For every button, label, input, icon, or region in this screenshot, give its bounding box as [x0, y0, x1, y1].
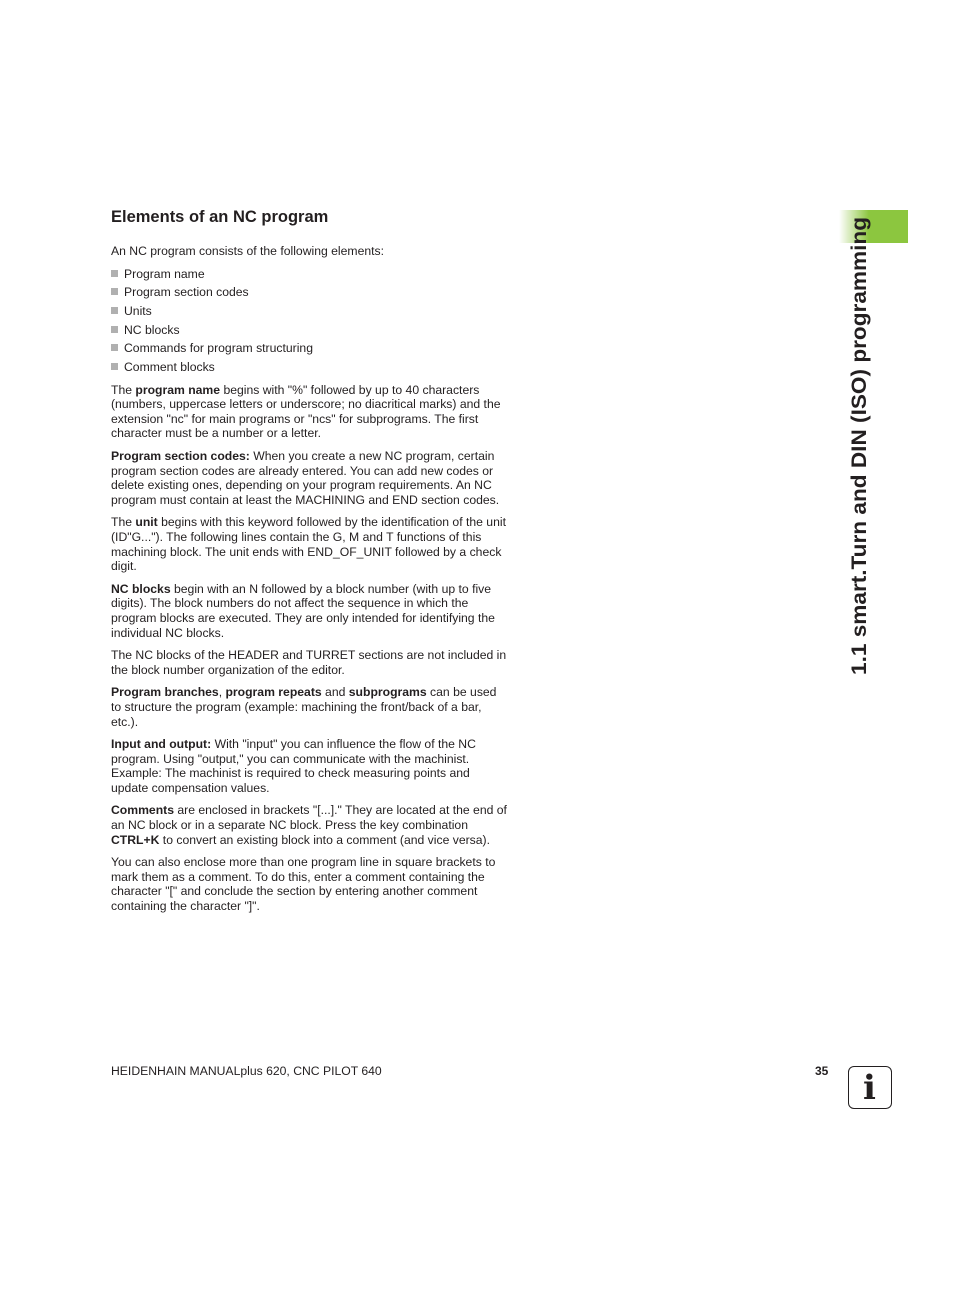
list-item: NC blocks [111, 323, 509, 338]
chapter-title-text: 1.1 smart.Turn and DIN (ISO) programming [848, 249, 871, 675]
info-icon-letter: i [863, 1068, 876, 1107]
element-list [111, 267, 509, 375]
program-name-paragraph: The program name begins with "%" followed by up to 40 characters (numbers, uppercase letters or underscore; no diacritical marks) and the extension "nc" for main programs or "ncs" for subprograms. The first character must be a number or a letter. [111, 382, 501, 441]
list-item: Commands for program structuring [111, 341, 509, 356]
list-item: Program section codes [111, 285, 509, 300]
input-output-paragraph: Input and output: With "input" you can influence the flow of the NC program. Using "output," you can communicate with the machinist. Example: The machinist is required to check measuring points and update compensation values. [111, 737, 476, 795]
bullet-square-icon [111, 326, 118, 333]
bullet-square-icon [111, 363, 118, 370]
intro-text: An NC program consists of the following elements: [111, 244, 384, 258]
program-section-codes-paragraph: Program section codes: When you create a new NC program, certain program section codes are already entered. You can add new codes or delete existing ones, depending on your program requirements. An NC program must contain at least the MACHINING and END section codes. [111, 449, 500, 507]
bullet-square-icon [111, 307, 118, 314]
section-heading: Elements of an NC program [111, 208, 329, 226]
structuring-paragraph: Program branches, program repeats and subprograms can be used to structure the program (example: machining the front/back of a bar, etc.). [111, 685, 497, 729]
info-icon [848, 1066, 892, 1109]
page-number: 35 [815, 1064, 829, 1078]
multi-line-comment-paragraph: You can also enclose more than one program line in square brackets to mark them as a comment. To do this, enter a comment containing the character "[" and conclude the section by entering another comment containing the character "]". [111, 855, 496, 914]
bullet-square-icon [111, 288, 118, 295]
chapter-side-title [844, 215, 872, 675]
header-turret-paragraph: The NC blocks of the HEADER and TURRET sections are not included in the block number organization of the editor. [111, 648, 507, 677]
list-item: Units [111, 304, 509, 319]
bullet-square-icon [111, 270, 118, 277]
comments-paragraph: Comments are enclosed in brackets "[...]." They are located at the end of an NC block or in a separate NC block. Press the key combination CTRL+K to convert an existing block into a comment (and vice versa). [111, 803, 507, 847]
nc-blocks-paragraph: NC blocks begin with an N followed by a block number (with up to five digits). The block numbers do not affect the sequence in which the program blocks are executed. They are only intended for identifying the individual NC blocks. [111, 581, 495, 640]
unit-paragraph: The unit begins with this keyword followed by the identification of the unit (ID"G..."). The following lines contain the G, M and T functions of this machining block. The unit ends with END_OF_UNIT followed by a check digit. [111, 515, 506, 574]
list-item: Program name [111, 267, 509, 282]
publication-footer: HEIDENHAIN MANUALplus 620, CNC PILOT 640 [111, 1064, 382, 1078]
section-body [111, 244, 509, 922]
list-item: Comment blocks [111, 360, 509, 375]
bullet-square-icon [111, 344, 118, 351]
